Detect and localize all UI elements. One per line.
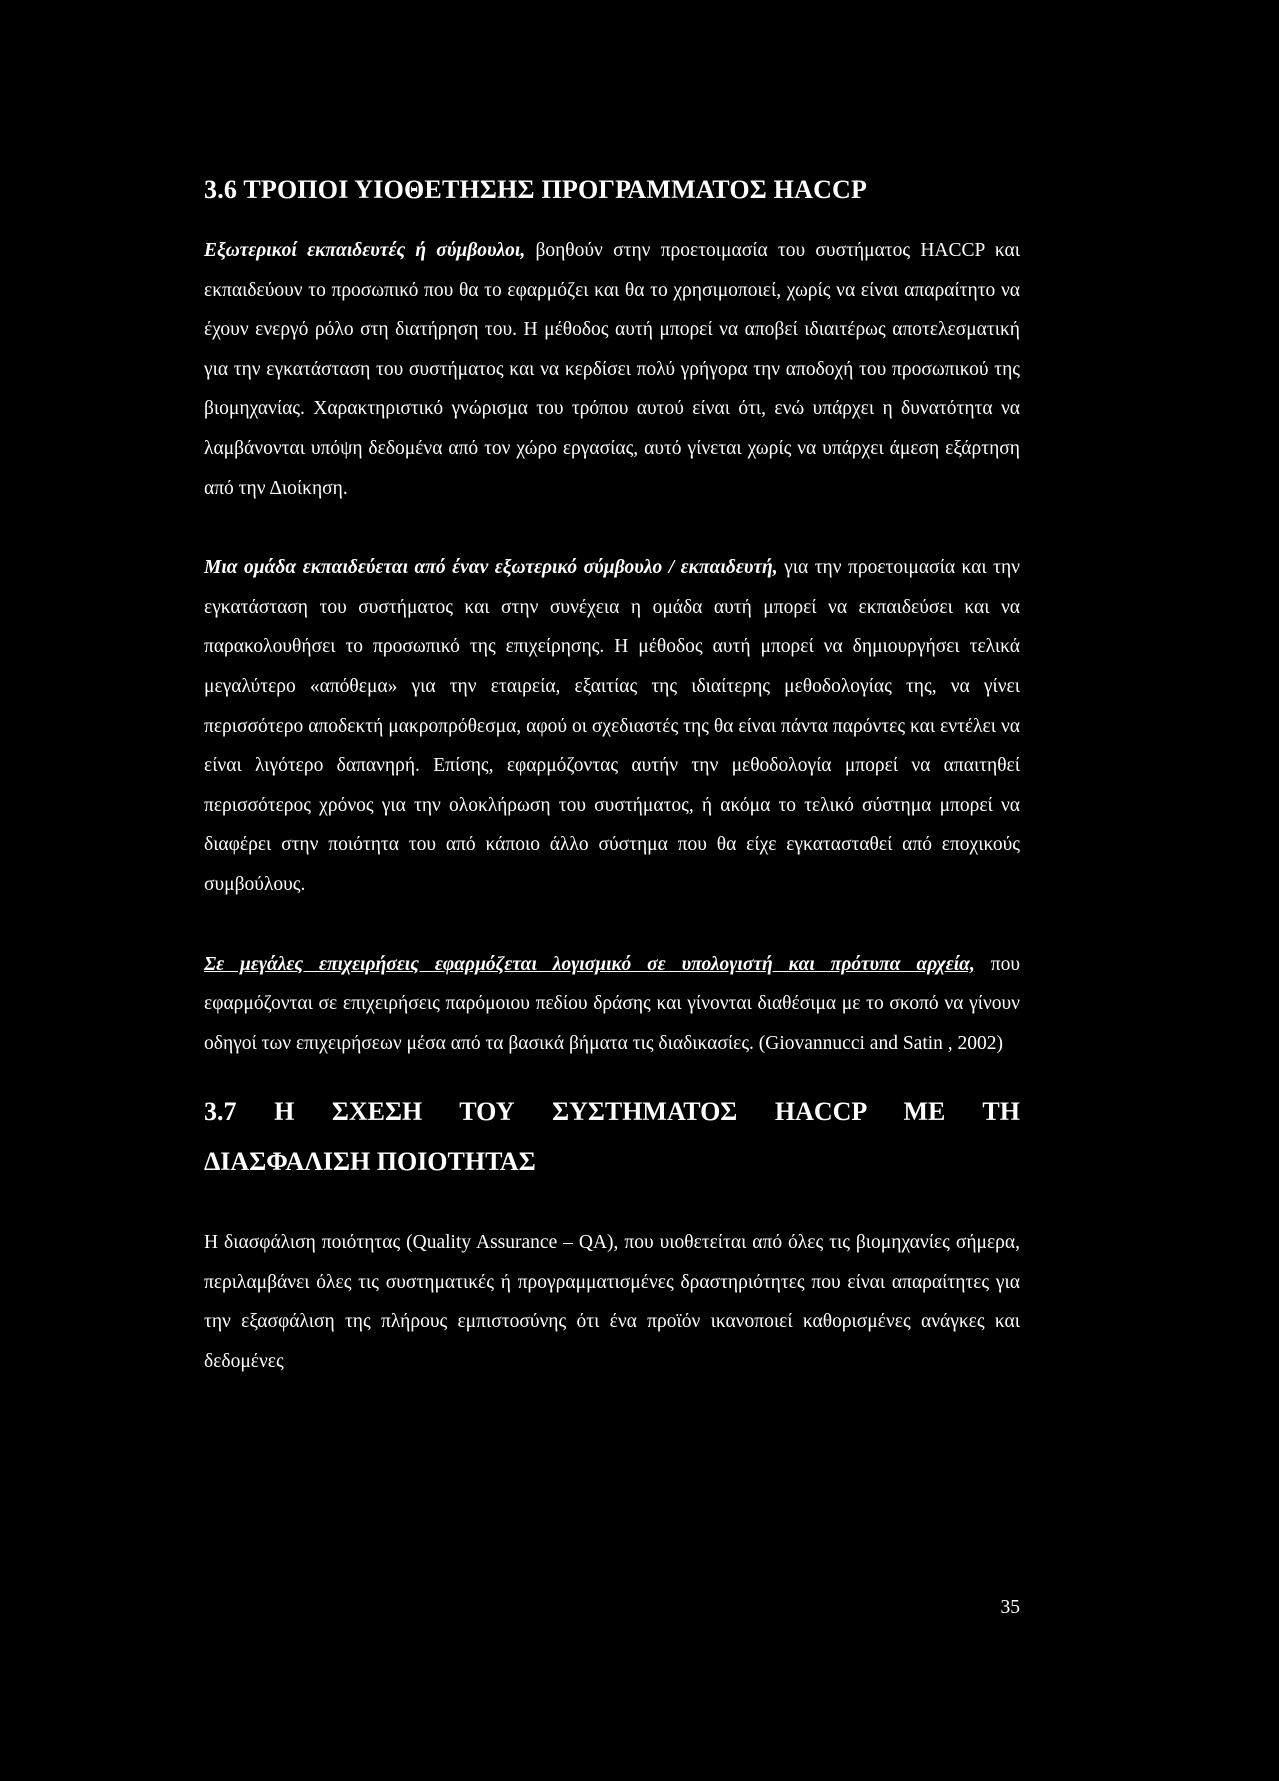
paragraph-text: που εφαρμόζονται σε επιχειρήσεις παρόμοιου πεδίου δράσης και γίνονται διαθέσιμα με το σκοπό να γίνουν οδηγοί των επιχειρήσεων μέσα από τα βασικά βήματα τις διαδικασίες. (Giovannucci and Satin , 2002)	[204, 953, 1021, 1054]
page-number: 35	[1000, 1597, 1020, 1618]
paragraph-lead-phrase: Σε μεγάλες επιχειρήσεις εφαρμόζεται λογισμικό σε υπολογιστή και πρότυπα αρχεία,	[204, 953, 975, 975]
section-3-6-heading: 3.6 ΤΡΟΠΟΙ ΥΙΟΘΕΤΗΣΗΣ ΠΡΟΓΡΑΜΜΑΤΟΣ HACCP	[204, 175, 868, 204]
paragraph-software-templates	[204, 945, 1020, 1064]
section-3-7-heading-line1: 3.7 Η ΣΧΕΣΗ ΤΟΥ ΣΥΣΤΗΜΑΤΟΣ HACCP ΜΕ ΤΗ	[204, 1097, 1020, 1127]
section-3-7-heading-line2: ΔΙΑΣΦΑΛΙΣΗ ΠΟΙΟΤΗΤΑΣ	[204, 1147, 536, 1177]
paragraph-quality-assurance: Η διασφάλιση ποιότητας (Quality Assurance – QA), που υιοθετείται από όλες τις βιομηχανίες σήμερα, περιλαμβάνει όλες τις συστηματικές ή προγραμματισμένες δραστηριότητες που είναι απαραίτητες για την εξασφάλιση της πλήρους εμπιστοσύνης ότι ένα προϊόν ικανοποιεί καθορισμένες ανάγκες και δεδομένες	[204, 1232, 1020, 1373]
paragraph-text: βοηθούν στην προετοιμασία του συστήματος HACCP και εκπαιδεύουν το προσωπικό που θα το εφαρμόζει και θα το χρησιμοποιεί, χωρίς να είναι απαραίτητο να έχουν ενεργό ρόλο στη διατήρηση του. Η μέθοδος αυτή μπορεί να αποβεί ιδιαιτέρως αποτελεσματική για την εγκατάσταση του συστήματος και να κερδίσει πολύ γρήγορα την αποδοχή του προσωπικού της βιομηχανίας. Χαρακτηριστικό γνώρισμα του τρόπου αυτού είναι ότι, ενώ υπάρχει η δυνατότητα να λαμβάνονται υπόψη δεδομένα από τον χώρο εργασίας, αυτό γίνεται χωρίς να υπάρχει άμεση εξάρτηση από την Διοίκηση.	[204, 240, 1020, 499]
paragraph-lead-phrase: Εξωτερικοί εκπαιδευτές ή σύμβουλοι,	[204, 240, 526, 261]
paragraph-trained-team	[204, 548, 1020, 904]
paragraph-text: για την προετοιμασία και την εγκατάσταση του συστήματος και στην συνέχεια η ομάδα αυτή μπορεί να εκπαιδεύσει και να παρακολουθήσει το προσωπικό της επιχείρησης. Η μέθοδος αυτή μπορεί να δημιουργήσει τελικά μεγαλύτερο «απόθεμα» για την εταιρεία, εξαιτίας της ιδιαίτερης μεθοδολογίας της, να γίνει περισσότερο αποδεκτή μακροπρόθεσμα, αφού οι σχεδιαστές της θα είναι πάντα παρόντες και εντέλει να είναι λιγότερο δαπανηρή. Επίσης, εφαρμόζοντας αυτήν την μεθοδολογία μπορεί να απαιτηθεί περισσότερος χρόνος για την ολοκλήρωση του συστήματος, ή ακόμα το τελικό σύστημα μπορεί να διαφέρει στην ποιότητα του από κάποιο άλλο σύστημα που θα είχε εγκατασταθεί από εποχικούς συμβούλους.	[204, 557, 1020, 895]
paragraph-lead-phrase: Μια ομάδα εκπαιδεύεται από έναν εξωτερικό σύμβουλο / εκπαιδευτή,	[204, 557, 778, 579]
section-3-7-heading	[204, 1087, 1020, 1187]
paragraph-external-advisors	[204, 231, 1020, 508]
